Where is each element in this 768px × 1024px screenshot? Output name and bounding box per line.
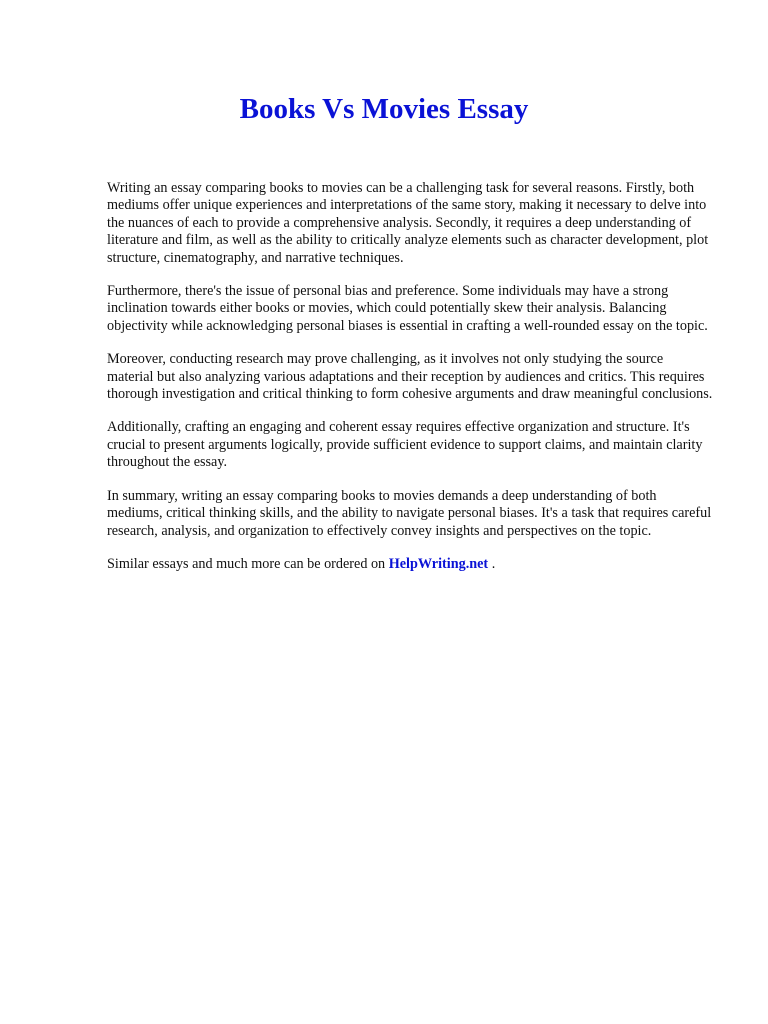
- paragraph-3: Moreover, conducting research may prove challenging, as it involves not only studying the source material but also analyzing various adaptations and their reception by audiences and critics. This requires thorough investigation and critical thinking to form cohesive arguments and draw meaningful conclusions.: [107, 351, 713, 403]
- closing-line: [107, 556, 713, 573]
- closing-suffix: .: [488, 555, 496, 572]
- page-title: Books Vs Movies Essay: [239, 93, 529, 125]
- helpwriting-link[interactable]: HelpWriting.net: [388, 555, 489, 572]
- paragraph-5: In summary, writing an essay comparing books to movies demands a deep understanding of both mediums, critical thinking skills, and the ability to navigate personal biases. It's a task that requires careful research, analysis, and organization to effectively convey insights and perspectives on the topic.: [107, 487, 712, 539]
- paragraph-4: Additionally, crafting an engaging and coherent essay requires effective organization and structure. It's crucial to present arguments logically, provide sufficient evidence to support claims, and maintain clarity throughout the essay.: [107, 419, 703, 471]
- paragraph-1: Writing an essay comparing books to movies can be a challenging task for several reasons. Firstly, both mediums offer unique experiences and interpretations of the same story, making it necessary to delve into the nuances of each to provide a comprehensive analysis. Secondly, it requires a deep understanding of literature and film, as well as the ability to critically analyze elements such as character development, plot structure, cinematography, and narrative techniques.: [107, 180, 709, 266]
- essay-body: [107, 180, 713, 589]
- closing-prefix: Similar essays and much more can be ordered on: [107, 555, 389, 572]
- paragraph-2: Furthermore, there's the issue of personal bias and preference. Some individuals may have a strong inclination towards either books or movies, which could potentially skew their analysis. Balancing objectivity while acknowledging personal biases is essential in crafting a well-rounded essay on the topic.: [107, 283, 708, 334]
